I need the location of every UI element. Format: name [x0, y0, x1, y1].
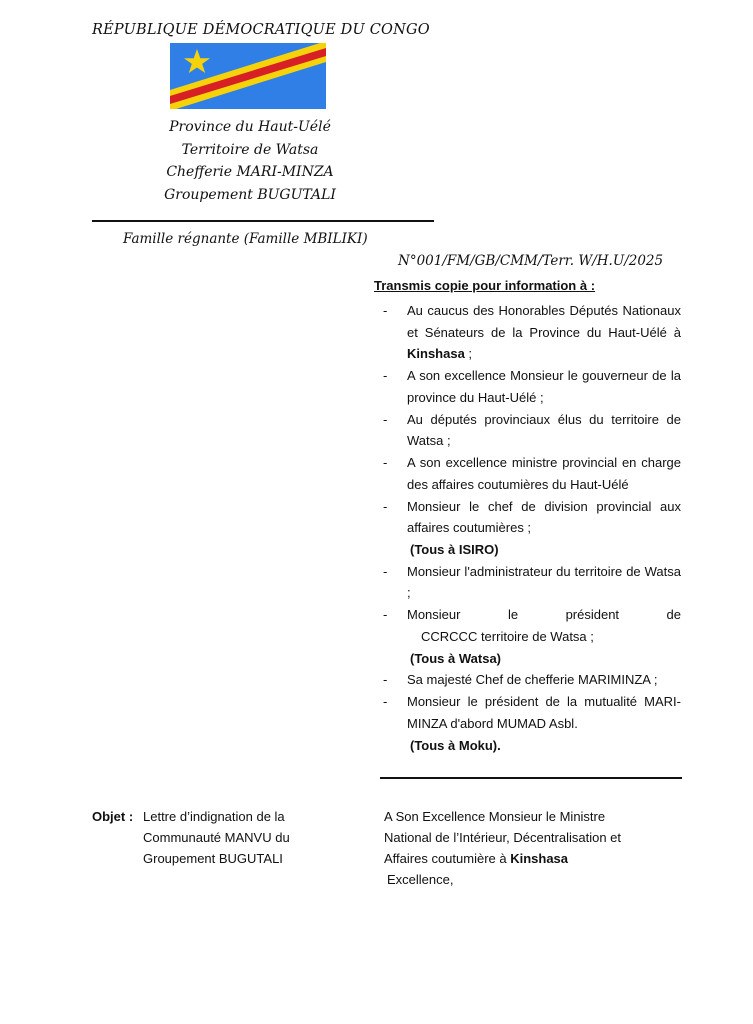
list-item: - A son excellence Monsieur le gouverneur de la province du Haut-Uélé ; — [381, 365, 681, 408]
list-item: - Sa majesté Chef de chefferie MARIMINZA ; — [381, 669, 681, 691]
list-item: - Au députés provinciaux élus du territoire de Watsa ; — [381, 409, 681, 452]
transmis-heading: Transmis copie pour information à : — [374, 278, 596, 293]
ruling-family: Famille régnante (Famille MBILIKI) — [123, 231, 368, 247]
reference-number: N°001/FM/GB/CMM/Terr. W/H.U/2025 — [398, 253, 664, 269]
bullet-dash: - — [383, 672, 388, 687]
province-line: Province du Haut-Uélé — [169, 119, 331, 135]
list-item: - Monsieur le président de la mutualité MARI-MINZA d'abord MUMAD Asbl. — [381, 691, 681, 734]
bullet-dash: - — [383, 303, 388, 318]
list-item: - Monsieur l'administrateur du territoire de Watsa ; — [381, 561, 681, 604]
country-title: RÉPUBLIQUE DÉMOCRATIQUE DU CONGO — [92, 22, 430, 38]
bullet-dash: - — [383, 411, 388, 427]
group-destination: (Tous à Moku). — [410, 737, 501, 753]
drc-flag — [170, 43, 326, 109]
bullet-dash: - — [383, 563, 388, 579]
groupement-line: Groupement BUGUTALI — [164, 186, 336, 203]
administrative-block — [150, 116, 350, 206]
bullet-dash: - — [383, 607, 388, 622]
header-divider — [92, 220, 434, 222]
addressee-block: A Son Excellence Monsieur le Ministre National de l’Intérieur, Décentralisation et Affaires coutumière à Kinshasa Excellence, — [384, 806, 684, 890]
subject-block — [92, 806, 290, 866]
bullet-dash: - — [383, 694, 388, 709]
group-destination: (Tous à ISIRO) — [410, 542, 499, 557]
list-item: - Monsieur le chef de division provincial aux affaires coutumières ; — [381, 496, 681, 539]
group-destination: (Tous à Watsa) — [410, 650, 502, 666]
bullet-dash: - — [383, 498, 388, 514]
salutation: Excellence, — [387, 872, 454, 887]
list-item-continuation: CCRCCC territoire de Watsa ; — [421, 629, 594, 644]
chiefdom-line: Chefferie MARI-MINZA — [166, 164, 334, 180]
recipients-divider — [380, 777, 682, 779]
bullet-dash: - — [383, 368, 388, 383]
recipients-list — [381, 300, 681, 756]
list-item: - Monsieur le président de — [381, 604, 681, 626]
subject-label: Objet : — [92, 809, 134, 824]
bullet-dash: - — [383, 455, 388, 470]
territory-line: Territoire de Watsa — [181, 141, 319, 158]
list-item: - A son excellence ministre provincial en charge des affaires coutumières du Haut-Uélé — [381, 452, 681, 495]
list-item: - Au caucus des Honorables Députés Nationaux et Sénateurs de la Province du Haut-Uélé à Kinshasa ; — [381, 300, 681, 365]
subject-text: Lettre d’indignation de la Communauté MANVU du Groupement BUGUTALI — [143, 809, 290, 866]
